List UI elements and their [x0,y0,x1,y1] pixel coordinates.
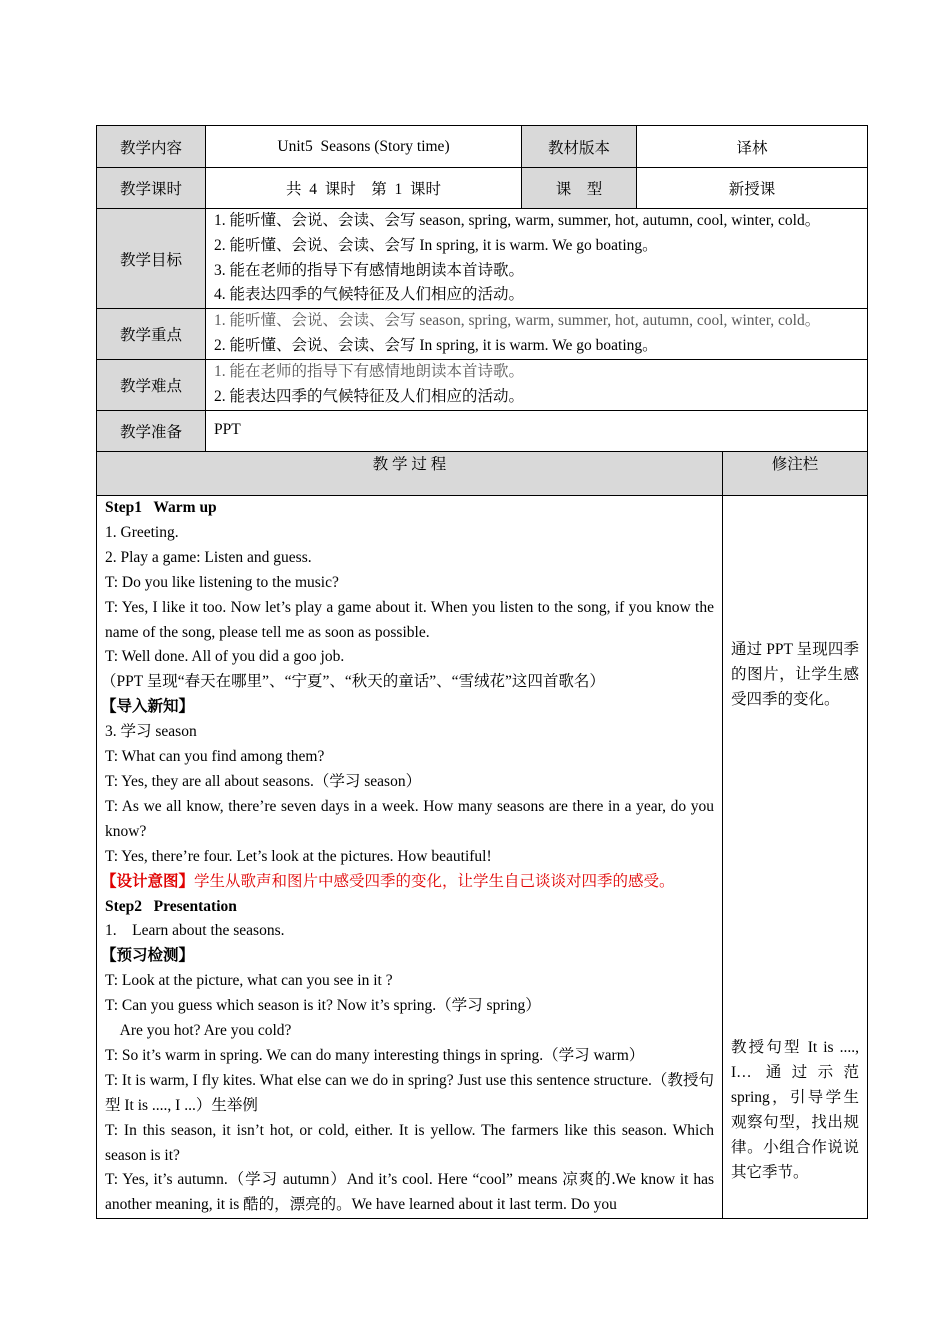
process-line: 2. Play a game: Listen and guess. [105,548,312,566]
difficulties-label: 教学难点 [97,359,206,410]
lesson-info-table [96,125,868,452]
note-item: 教授句型 It is ...., I… 通过示范 spring，引导学生观察句型，找出规律。小组合作说说其它季节。 [731,1039,859,1181]
prep-label: 教学准备 [97,410,206,451]
type-label: 课 型 [522,168,637,209]
process-line: Are you hot? Are you cold? [105,1022,292,1040]
process-line: 1. Greeting. [105,523,179,541]
keypoints-label: 教学重点 [97,309,206,360]
notes-cell [723,496,868,1219]
process-line: T: Yes, they are all about seasons.（学习 season） [105,772,422,790]
process-table [96,495,868,1219]
process-line: T: Can you guess which season is it? Now it’s spring.（学习 spring） [105,997,541,1015]
process-header-table [96,451,868,496]
step2-heading: Step2 Presentation [105,897,237,915]
goal-item: 3. 能在老师的指导下有感情地朗读本首诗歌。 [214,261,525,279]
design-intent-label: 【设计意图】 [101,872,195,890]
process-line: T: As we all know, there’re seven days in a week. How many seasons are there in a year, do you know? [105,797,714,840]
process-line: T: Do you like listening to the music? [105,573,339,591]
edition-label: 教材版本 [522,126,637,168]
step1-heading: Step1 Warm up [105,499,217,516]
design-intent [101,870,714,895]
section-heading: 【预习检测】 [101,947,195,965]
content-label: 教学内容 [97,126,206,168]
section-heading: 【导入新知】 [101,698,195,716]
process-header: 教 学 过 程 [97,452,723,496]
difficulty-item: 1. 能在老师的指导下有感情地朗读本首诗歌。 [214,362,525,380]
process-line: T: In this season, it isn’t hot, or cold, either. It is yellow. The farmers like this season. Which season is it? [105,1121,714,1164]
note-item: 通过 PPT 呈现四季的图片，让学生感受四季的变化。 [731,641,859,708]
process-line: 3. 学习 season [105,723,197,741]
difficulty-item: 2. 能表达四季的气候特征及人们相应的活动。 [214,387,525,405]
difficulties-cell [206,359,868,410]
process-line: T: Look at the picture, what can you see in it ? [105,972,393,990]
hours-value: 共 4 课时 第 1 课时 [206,168,522,209]
goals-label: 教学目标 [97,209,206,309]
process-line: T: What can you find among them? [105,748,325,766]
type-value: 新授课 [637,168,868,209]
process-line: 1. Learn about the seasons. [105,922,285,940]
process-line: T: Yes, it’s autumn.（学习 autumn）And it’s cool. Here “cool” means 凉爽的.We know it has another meaning, it is 酷的，漂亮的。We have learned about it last term. Do you [105,1171,714,1214]
content-value: Unit5 Seasons (Story time) [206,126,522,168]
process-cell [97,496,723,1219]
goals-cell [206,209,868,309]
goal-item: 2. 能听懂、会说、会读、会写 In spring, it is warm. We go boating。 [214,236,658,254]
process-line: T: So it’s warm in spring. We can do many interesting things in spring.（学习 warm） [105,1046,645,1064]
prep-value: PPT [206,410,868,451]
hours-label: 教学课时 [97,168,206,209]
keypoint-item: 2. 能听懂、会说、会读、会写 In spring, it is warm. We go boating。 [214,336,658,354]
notes-header: 修注栏 [723,452,868,496]
process-line: （PPT 呈现“春天在哪里”、“宁夏”、“秋天的童话”、“雪绒花”这四首歌名） [101,673,605,691]
edition-value: 译林 [637,126,868,168]
design-intent-text: 学生从歌声和图片中感受四季的变化，让学生自己谈谈对四季的感受。 [194,872,675,890]
process-line: T: Yes, there’re four. Let’s look at the pictures. How beautiful! [105,847,492,865]
keypoints-cell [206,309,868,360]
process-line: T: Yes, I like it too. Now let’s play a game about it. When you listen to the song, if you know the name of the song, please tell me as soon as possible. [105,598,714,641]
process-line: T: Well done. All of you did a goo job. [105,648,345,666]
keypoint-item: 1. 能听懂、会说、会读、会写 season, spring, warm, summer, hot, autumn, cool, winter, cold。 [214,312,821,330]
process-line: T: It is warm, I fly kites. What else can we do in spring? Just use this sentence structure.（教授句型 It is ...., I ...）生举例 [105,1071,714,1114]
goal-item: 1. 能听懂、会说、会读、会写 season, spring, warm, summer, hot, autumn, cool, winter, cold。 [214,212,821,229]
goal-item: 4. 能表达四季的气候特征及人们相应的活动。 [214,286,525,304]
